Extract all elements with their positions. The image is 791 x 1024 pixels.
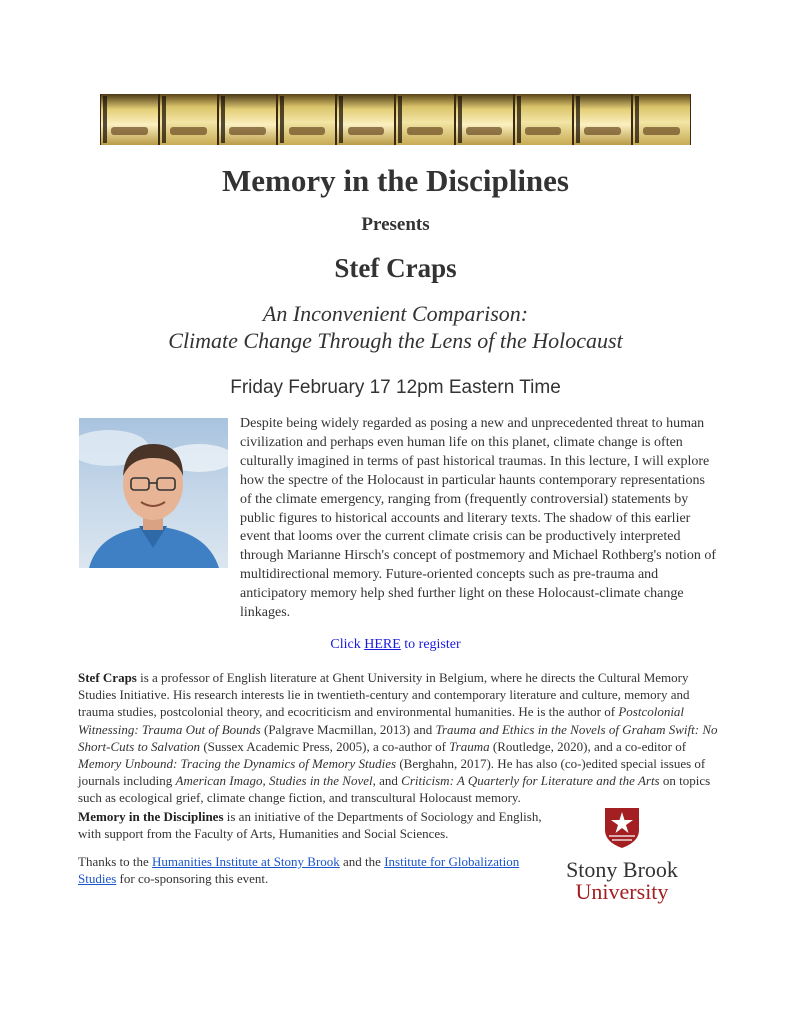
register-suffix: to register bbox=[400, 637, 461, 652]
bio-text: , and bbox=[372, 773, 402, 789]
talk-title bbox=[0, 300, 791, 354]
abstract-text: Despite being widely regarded as posing a new and unprecedented threat to human civilization and perhaps even human life on this planet, climate change is often culturally imagined in terms of past historical traumas. In this lecture, I will explore how the spectre of the Holocaust in particular haunts contemporary representations of the climate emergency, ranging from (frequently controversial) statements by public figures to historical accounts and literary texts. The shadow of this earlier event that looms over the current climate crisis can be productively interpreted through Marianne Hirsch's concept of postmemory and Michael Rothberg's notion of multidirectional memory. Future-oriented concepts such as pre-trauma and anticipatory memory help shed further light on these Holocaust-climate change linkages. bbox=[240, 416, 717, 621]
bio-text: (Berghahn, 2017). He has also (co-)edited special issues of journals including bbox=[78, 756, 706, 789]
logo-line1: Stony Brook bbox=[566, 857, 678, 882]
book-title: Postcolonial Witnessing: Trauma Out of Bounds bbox=[78, 704, 685, 737]
bio-text: is a professor of English literature at Ghent University in Belgium, where he directs the Cultural Memory Studies Initiative. His research interests lie in twentieth-century and contemporary literature and culture, memory and trauma studies, postcolonial theory, and ecocriticism and environmental humanities. He is the author of bbox=[78, 670, 690, 720]
display-case bbox=[160, 94, 217, 145]
speaker-name: Stef Craps bbox=[334, 253, 457, 283]
bio-text: (Palgrave Macmillan, 2013) and bbox=[260, 721, 436, 737]
initiative-text: is an initiative of the Departments of Sociology and English, with support from the Faculty of Arts, Humanities and Social Sciences. bbox=[78, 809, 542, 842]
display-case bbox=[456, 94, 513, 145]
stony-brook-shield-icon bbox=[603, 806, 641, 850]
journal-title: American Imago bbox=[175, 773, 263, 789]
humanities-institute-link[interactable]: Humanities Institute at Stony Brook bbox=[152, 854, 340, 869]
talk-title-line1: An Inconvenient Comparison: bbox=[262, 301, 529, 326]
thanks-text: Thanks to the bbox=[78, 854, 153, 869]
display-case bbox=[219, 94, 276, 145]
speaker-bio bbox=[78, 669, 718, 807]
portrait-illustration bbox=[79, 418, 228, 568]
thanks-note bbox=[78, 853, 548, 887]
initiative-name: Memory in the Disciplines bbox=[78, 809, 224, 824]
book-title: Trauma bbox=[449, 738, 490, 754]
book-title: Trauma and Ethics in the Novels of Graham Swift: No Short-Cuts to Salvation bbox=[78, 721, 718, 754]
display-case bbox=[337, 94, 394, 145]
presents-label: Presents bbox=[361, 214, 430, 235]
series-title: Memory in the Disciplines bbox=[222, 163, 569, 198]
banner-image bbox=[100, 94, 691, 145]
journal-title: Criticism: A Quarterly for Literature and the Arts bbox=[401, 773, 660, 789]
thanks-text: and the bbox=[339, 854, 385, 869]
talk-title-line2: Climate Change Through the Lens of the Holocaust bbox=[168, 328, 623, 353]
bio-text: (Routledge, 2020), and a co-editor of bbox=[489, 738, 687, 754]
stony-brook-logo bbox=[562, 806, 682, 904]
bio-name: Stef Craps bbox=[78, 670, 137, 685]
display-case bbox=[396, 94, 453, 145]
speaker-photo bbox=[79, 418, 228, 568]
display-case bbox=[633, 94, 690, 145]
register-link[interactable]: HERE bbox=[364, 637, 401, 652]
event-datetime: Friday February 17 12pm Eastern Time bbox=[230, 377, 561, 398]
display-case bbox=[574, 94, 631, 145]
globalization-institute-link[interactable]: Institute for Globalization Studies bbox=[78, 854, 520, 887]
initiative-note bbox=[78, 808, 548, 842]
display-case bbox=[101, 94, 158, 145]
display-case bbox=[515, 94, 572, 145]
bio-text: on topics such as ecological grief, climate change fiction, and transcultural Holocaust memory. bbox=[78, 773, 711, 806]
logo-line2: University bbox=[575, 879, 669, 904]
thanks-text: for co-sponsoring this event. bbox=[116, 871, 269, 887]
register-prefix: Click bbox=[330, 637, 365, 652]
journal-title: Studies in the Novel bbox=[269, 773, 373, 789]
register-line bbox=[0, 637, 791, 653]
bio-text: , bbox=[262, 773, 270, 789]
book-title: Memory Unbound: Tracing the Dynamics of Memory Studies bbox=[78, 756, 397, 772]
display-case bbox=[278, 94, 335, 145]
bio-text: (Sussex Academic Press, 2005), a co-author of bbox=[200, 738, 450, 754]
